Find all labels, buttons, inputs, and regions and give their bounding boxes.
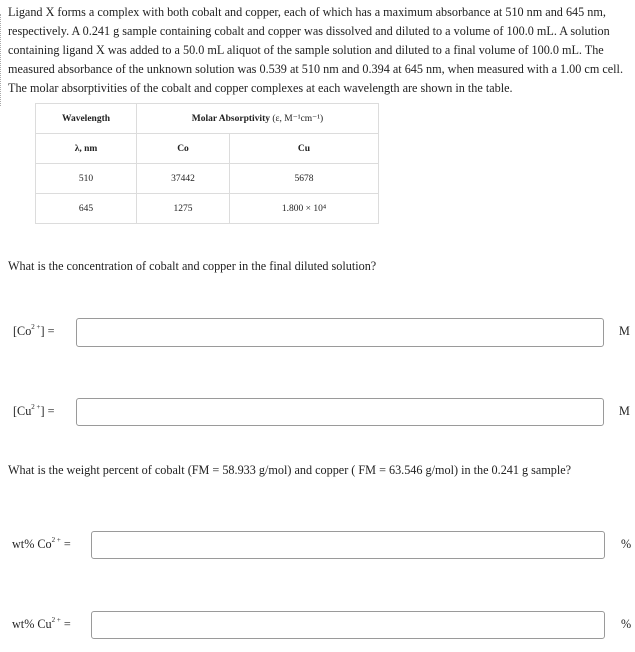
header-wavelength: Wavelength	[36, 104, 137, 134]
co-wt-label: wt% $Co^{2 +}$ =	[12, 536, 71, 551]
subheader-lambda: λ, nm	[36, 134, 137, 164]
table-row	[36, 194, 379, 224]
question-concentration: What is the concentration of cobalt and copper in the final diluted solution?	[8, 259, 377, 273]
subheader-co: Co	[137, 134, 230, 164]
cu-wt-unit: %	[621, 617, 632, 631]
co-weight-percent-input[interactable]	[91, 531, 605, 559]
table-subheader-row	[36, 134, 379, 164]
header-molar-absorptivity: Molar Absorptivity (ε, M⁻¹cm⁻¹)	[137, 104, 379, 134]
co-conc-label: $[Co^{2 +}]$ =	[13, 323, 55, 338]
header-molar-units: (ε, M⁻¹cm⁻¹)	[272, 114, 324, 124]
co-concentration-input[interactable]	[76, 318, 604, 347]
cell-cu: 1.800 × 10⁴	[230, 194, 379, 224]
co-wt-unit: %	[621, 537, 632, 551]
cu-wt-label: wt% $Cu^{2 +}$ =	[12, 616, 71, 631]
cell-wavelength: 510	[36, 164, 137, 194]
subheader-cu: Cu	[230, 134, 379, 164]
cell-co: 1275	[137, 194, 230, 224]
cell-wavelength: 645	[36, 194, 137, 224]
cu-conc-label: $[Cu^{2 +}]$ =	[13, 403, 55, 418]
problem-text: Ligand X forms a complex with both cobalt and copper, each of which has a maximum absorbance at 510 nm and 645 nm, respectively. A 0.241 g sample containing cobalt and copper was dissolved and diluted to a volume of 100.0 mL. A solution containing ligand X was added to a 50.0 mL aliquot of the sample solution and diluted to a final volume of 100.0 mL. The measured absorbance of the unknown solution was 0.539 at 510 nm and 0.394 at 645 nm, when measured with a 1.00 cm cell. The molar absorptivities of the cobalt and copper complexes at each wavelength are shown in the table.	[8, 5, 623, 95]
absorptivity-table	[35, 103, 379, 224]
cell-co: 37442	[137, 164, 230, 194]
table-header-row	[36, 104, 379, 134]
cu-weight-percent-input[interactable]	[91, 611, 605, 639]
table-row	[36, 164, 379, 194]
cell-cu: 5678	[230, 164, 379, 194]
co-conc-unit: M	[619, 324, 630, 338]
cu-concentration-input[interactable]	[76, 398, 604, 426]
left-margin-rule	[0, 14, 3, 106]
question-weight-percent: What is the weight percent of cobalt (FM = 58.933 g/mol) and copper ( FM = 63.546 g/mol) in the 0.241 g sample?	[8, 463, 572, 477]
cu-conc-unit: M	[619, 404, 630, 418]
